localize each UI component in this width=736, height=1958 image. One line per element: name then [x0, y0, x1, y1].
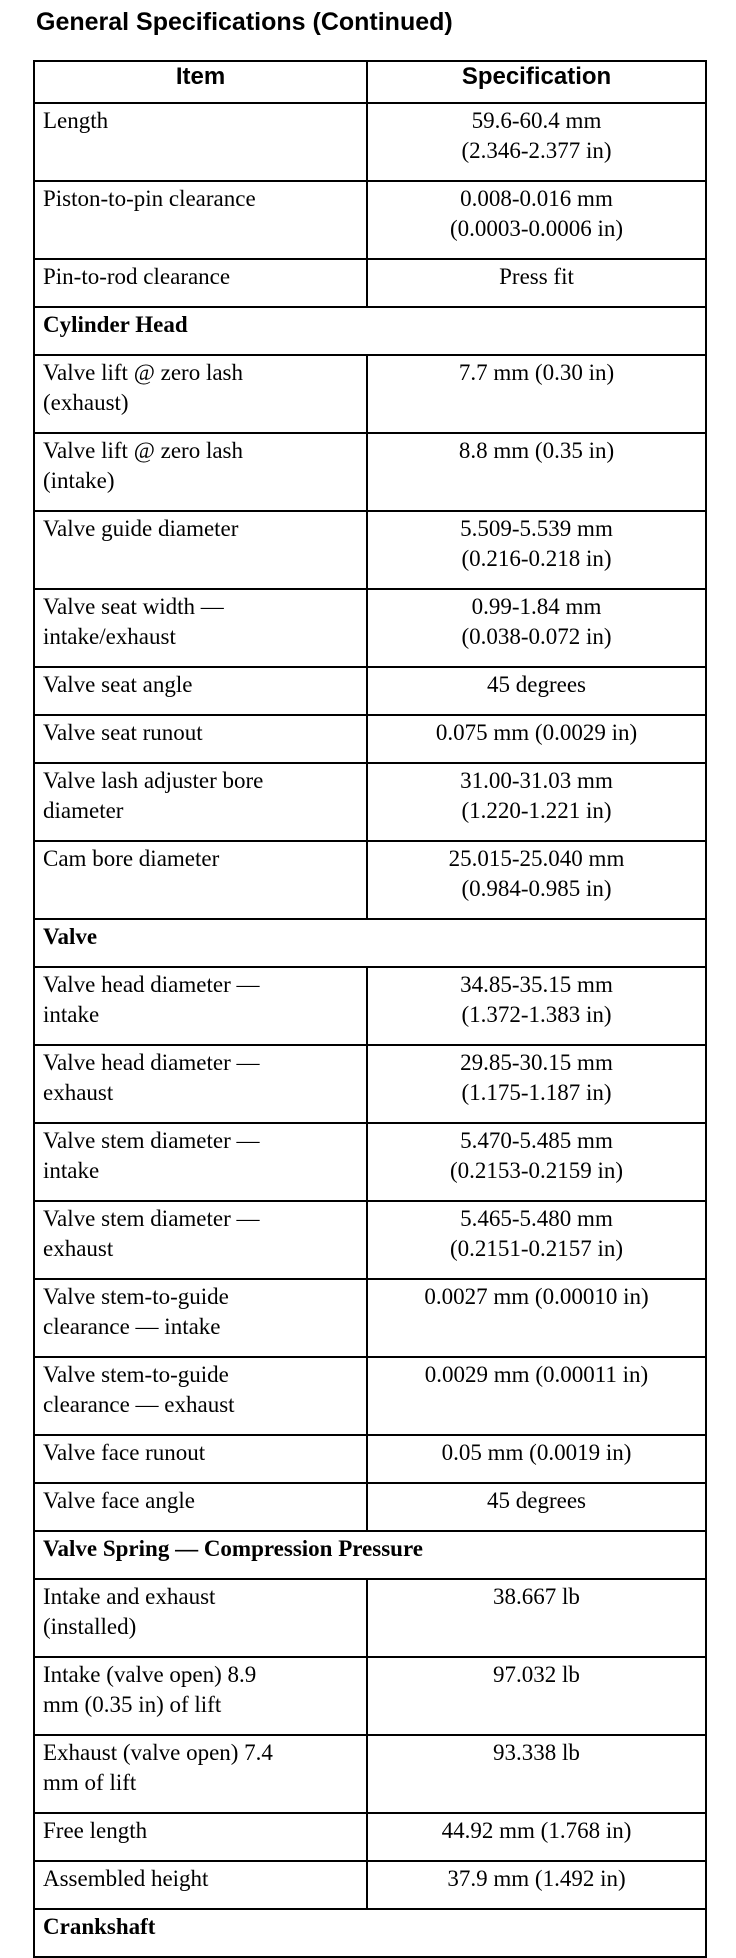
item-cell [34, 1357, 367, 1435]
item-cell [34, 1579, 367, 1657]
spec-cell [367, 511, 706, 589]
spec-cell [367, 1735, 706, 1813]
item-text: exhaust [43, 1236, 114, 1261]
table-row [34, 1045, 706, 1123]
spec-cell [367, 715, 706, 763]
item-text: clearance — exhaust [43, 1392, 235, 1417]
item-text: Valve stem diameter — [43, 1206, 260, 1231]
item-cell [34, 1861, 367, 1909]
item-cell [34, 1045, 367, 1123]
spec-cell [367, 1813, 706, 1861]
item-text: Length [43, 108, 109, 133]
item-text: Valve stem-to-guide [43, 1284, 229, 1309]
item-cell [34, 1279, 367, 1357]
item-cell [34, 511, 367, 589]
item-text: mm (0.35 in) of lift [43, 1692, 222, 1717]
table-row [34, 103, 706, 181]
section-heading: Valve [34, 919, 706, 967]
spec-text: 31.00-31.03 mm [460, 768, 613, 793]
item-cell [34, 103, 367, 181]
item-cell [34, 1735, 367, 1813]
spec-text: 0.05 mm (0.0019 in) [441, 1440, 632, 1465]
spec-cell [367, 1435, 706, 1483]
spec-text: 0.008-0.016 mm [460, 186, 613, 211]
item-cell [34, 967, 367, 1045]
header-row [34, 61, 706, 103]
table-row [34, 1201, 706, 1279]
item-cell [34, 1483, 367, 1531]
table-row [34, 511, 706, 589]
item-text: Valve seat runout [43, 720, 203, 745]
section-row [34, 919, 706, 967]
spec-text: 29.85-30.15 mm [460, 1050, 613, 1075]
spec-text: 37.9 mm (1.492 in) [447, 1866, 626, 1891]
item-cell [34, 181, 367, 259]
spec-text: 0.0029 mm (0.00011 in) [424, 1362, 649, 1387]
table-row [34, 1861, 706, 1909]
item-text: Valve lift @ zero lash [43, 438, 244, 463]
item-text: (intake) [43, 468, 115, 493]
item-text: diameter [43, 798, 124, 823]
item-text: Valve lift @ zero lash [43, 360, 244, 385]
table-row [34, 1123, 706, 1201]
spec-cell [367, 667, 706, 715]
table-row [34, 1279, 706, 1357]
spec-text: 93.338 lb [493, 1740, 580, 1765]
spec-text: 5.470-5.485 mm [460, 1128, 613, 1153]
item-text: Cam bore diameter [43, 846, 220, 871]
spec-cell [367, 103, 706, 181]
spec-text: 45 degrees [487, 672, 586, 697]
table-row [34, 1579, 706, 1657]
table-row [34, 1483, 706, 1531]
item-text: Valve head diameter — [43, 972, 260, 997]
table-row [34, 715, 706, 763]
spec-cell [367, 1045, 706, 1123]
spec-text: 0.0027 mm (0.00010 in) [424, 1284, 649, 1309]
item-text: intake [43, 1002, 100, 1027]
header-item: Item [34, 61, 367, 103]
item-cell [34, 1201, 367, 1279]
spec-text: 5.509-5.539 mm [460, 516, 613, 541]
spec-table-body [34, 103, 706, 1957]
spec-text: (0.984-0.985 in) [461, 876, 612, 901]
section-row [34, 1909, 706, 1957]
item-text: Valve guide diameter [43, 516, 239, 541]
table-row [34, 1435, 706, 1483]
spec-text: 5.465-5.480 mm [460, 1206, 613, 1231]
section-row [34, 1531, 706, 1579]
item-cell [34, 1123, 367, 1201]
table-row [34, 763, 706, 841]
table-row [34, 1735, 706, 1813]
spec-text: (0.2153-0.2159 in) [449, 1158, 624, 1183]
section-heading: Valve Spring — Compression Pressure [34, 1531, 706, 1579]
section-heading: Crankshaft [34, 1909, 706, 1957]
table-row [34, 967, 706, 1045]
spec-text: 0.99-1.84 mm [471, 594, 602, 619]
spec-cell [367, 181, 706, 259]
table-row [34, 667, 706, 715]
spec-text: 34.85-35.15 mm [460, 972, 613, 997]
item-text: Valve head diameter — [43, 1050, 260, 1075]
item-cell [34, 1813, 367, 1861]
item-cell [34, 1657, 367, 1735]
spec-text: 7.7 mm (0.30 in) [458, 360, 615, 385]
spec-table [33, 60, 707, 1958]
spec-cell [367, 1279, 706, 1357]
spec-text: 25.015-25.040 mm [448, 846, 625, 871]
spec-cell [367, 1357, 706, 1435]
spec-cell [367, 1483, 706, 1531]
spec-text: (2.346-2.377 in) [461, 138, 612, 163]
item-text: Exhaust (valve open) 7.4 [43, 1740, 273, 1765]
table-row [34, 259, 706, 307]
spec-text: 44.92 mm (1.768 in) [441, 1818, 632, 1843]
item-text: Valve stem-to-guide [43, 1362, 229, 1387]
spec-text: (0.0003-0.0006 in) [449, 216, 624, 241]
section-heading: Cylinder Head [34, 307, 706, 355]
spec-cell [367, 967, 706, 1045]
item-text: intake [43, 1158, 100, 1183]
spec-text: (1.175-1.187 in) [461, 1080, 612, 1105]
spec-text: 8.8 mm (0.35 in) [458, 438, 615, 463]
table-row [34, 433, 706, 511]
spec-cell [367, 1657, 706, 1735]
spec-text: Press fit [499, 264, 574, 289]
item-text: Valve seat angle [43, 672, 193, 697]
spec-cell [367, 589, 706, 667]
item-text: exhaust [43, 1080, 114, 1105]
item-text: Piston-to-pin clearance [43, 186, 256, 211]
item-text: Intake (valve open) 8.9 [43, 1662, 257, 1687]
spec-text: (0.038-0.072 in) [461, 624, 612, 649]
section-row [34, 307, 706, 355]
item-cell [34, 1435, 367, 1483]
item-cell [34, 355, 367, 433]
item-text: intake/exhaust [43, 624, 176, 649]
table-row [34, 181, 706, 259]
item-text: Valve lash adjuster bore [43, 768, 264, 793]
spec-text: (1.220-1.221 in) [461, 798, 612, 823]
spec-cell [367, 259, 706, 307]
item-text: Valve seat width — [43, 594, 224, 619]
item-text: (installed) [43, 1614, 137, 1639]
spec-text: (1.372-1.383 in) [461, 1002, 612, 1027]
table-row [34, 589, 706, 667]
spec-cell [367, 1861, 706, 1909]
table-row [34, 841, 706, 919]
spec-text: 59.6-60.4 mm [471, 108, 602, 133]
item-cell [34, 715, 367, 763]
item-cell [34, 433, 367, 511]
spec-cell [367, 355, 706, 433]
spec-text: 38.667 lb [493, 1584, 580, 1609]
item-cell [34, 763, 367, 841]
item-cell [34, 841, 367, 919]
table-row [34, 355, 706, 433]
spec-text: (0.216-0.218 in) [461, 546, 612, 571]
header-spec: Specification [367, 61, 706, 103]
item-text: Pin-to-rod clearance [43, 264, 231, 289]
item-text: Valve face runout [43, 1440, 206, 1465]
item-text: Valve stem diameter — [43, 1128, 260, 1153]
spec-text: 97.032 lb [493, 1662, 580, 1687]
spec-cell [367, 841, 706, 919]
item-text: (exhaust) [43, 390, 129, 415]
item-text: clearance — intake [43, 1314, 221, 1339]
page-title: General Specifications (Continued) [36, 8, 453, 36]
spec-cell [367, 1201, 706, 1279]
item-text: mm of lift [43, 1770, 137, 1795]
table-row [34, 1813, 706, 1861]
item-text: Intake and exhaust [43, 1584, 216, 1609]
item-text: Valve face angle [43, 1488, 195, 1513]
spec-text: 45 degrees [487, 1488, 586, 1513]
item-cell [34, 667, 367, 715]
item-text: Assembled height [43, 1866, 209, 1891]
item-cell [34, 589, 367, 667]
item-text: Free length [43, 1818, 148, 1843]
spec-cell [367, 433, 706, 511]
item-cell [34, 259, 367, 307]
spec-text: 0.075 mm (0.0029 in) [435, 720, 638, 745]
spec-cell [367, 1579, 706, 1657]
spec-text: (0.2151-0.2157 in) [449, 1236, 624, 1261]
spec-cell [367, 763, 706, 841]
table-row [34, 1357, 706, 1435]
table-row [34, 1657, 706, 1735]
spec-cell [367, 1123, 706, 1201]
